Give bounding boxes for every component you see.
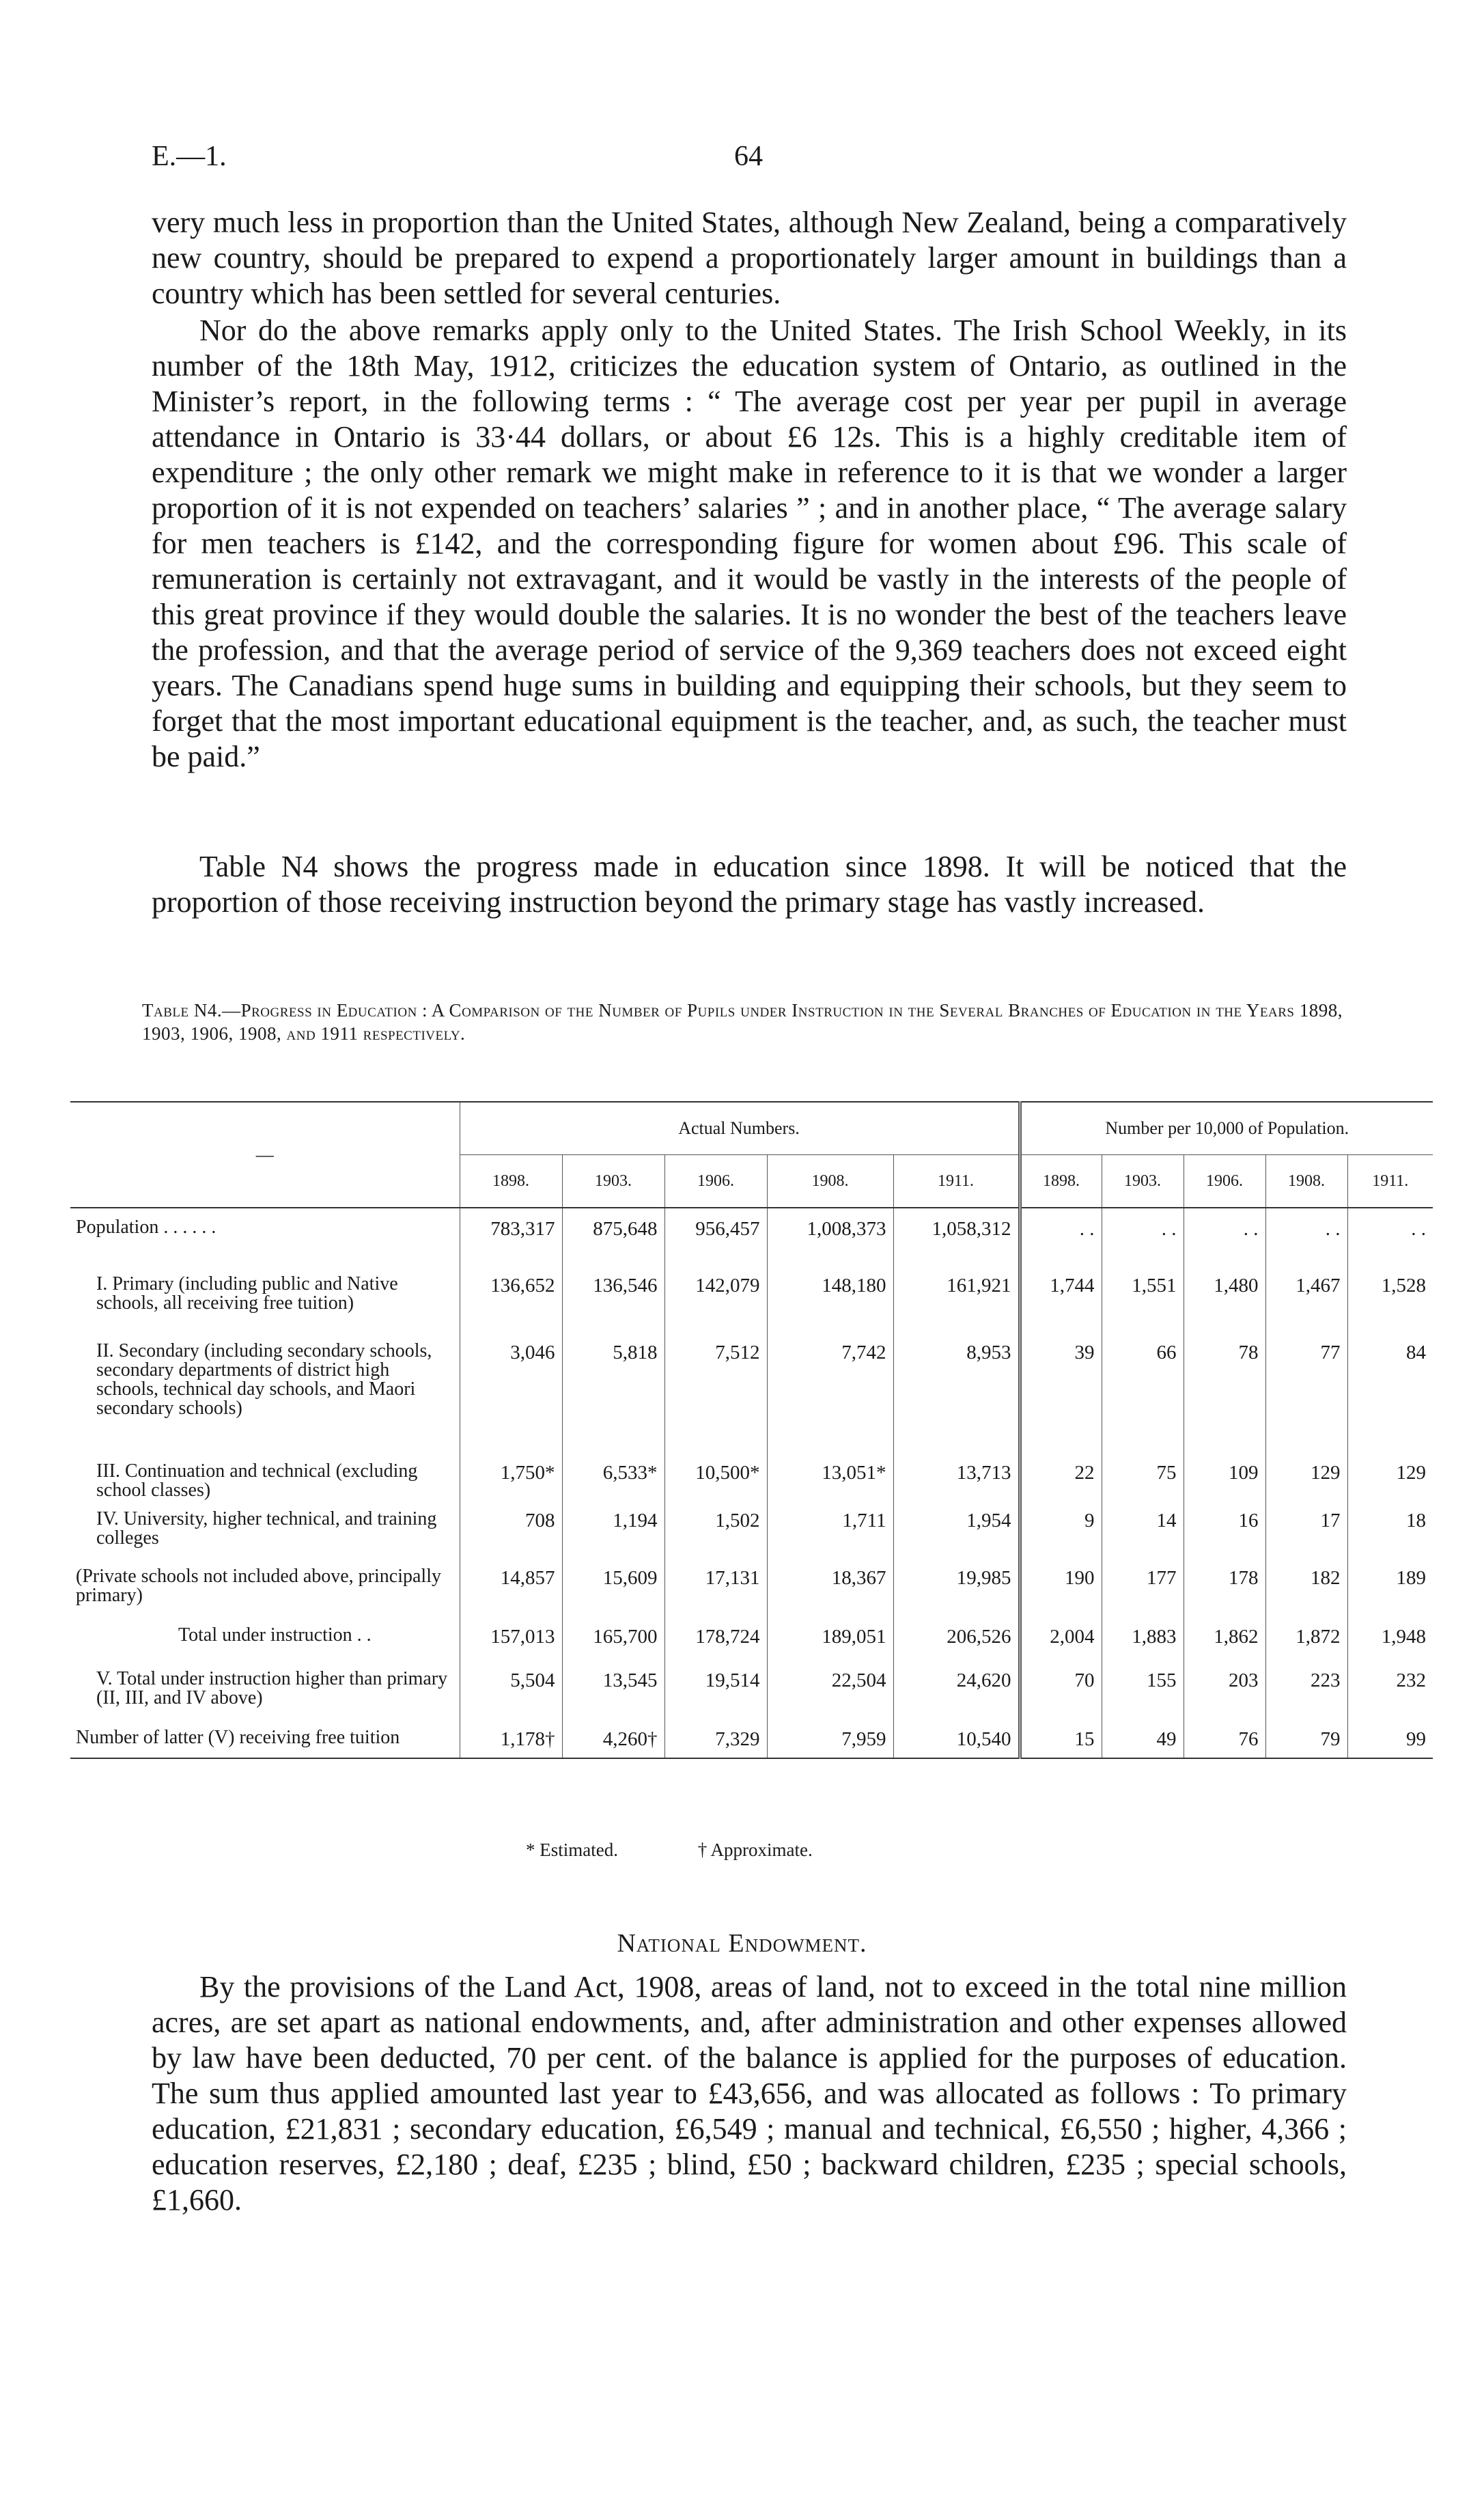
actual-number-cell: 7,512 — [664, 1332, 767, 1452]
year-header: 1906. — [1184, 1155, 1265, 1208]
actual-number-cell: 1,008,373 — [767, 1208, 893, 1265]
per-10000-cell: 78 — [1184, 1332, 1265, 1452]
per-10000-cell: 190 — [1020, 1557, 1102, 1616]
per-10000-cell: 129 — [1265, 1452, 1347, 1500]
table-group-header-row — [70, 1102, 1433, 1155]
row-label: Total under instruction . . — [178, 1624, 372, 1646]
endowment-paragraph-block — [152, 1969, 1347, 2218]
actual-number-cell: 5,504 — [460, 1660, 562, 1719]
per-10000-cell: 66 — [1102, 1332, 1184, 1452]
page-number: 64 — [734, 141, 763, 172]
actual-number-cell: 165,700 — [562, 1616, 664, 1660]
per-10000-cell: 177 — [1102, 1557, 1184, 1616]
actual-number-cell: 19,514 — [664, 1660, 767, 1719]
per-10000-cell: 109 — [1184, 1452, 1265, 1500]
table-row — [70, 1719, 1433, 1758]
actual-number-cell: 5,818 — [562, 1332, 664, 1452]
actual-number-cell: 24,620 — [893, 1660, 1020, 1719]
endowment-paragraph: By the provisions of the Land Act, 1908, areas of land, not to exceed in the total nine million acres, are set apart as national endowments, and, after administration and other expenses allowed by law have been deducted, 70 per cent. of the balance is applied for the purposes of education. The sum thus applied amounted last year to £43,656, and was allocated as follows : To primary education, £21,831 ; secondary education, £6,549 ; manual and technical, £6,550 ; higher, 4,366 ; education reserves, £2,180 ; deaf, £235 ; blind, £50 ; backward children, £235 ; special schools, £1,660. — [152, 1970, 1347, 2217]
actual-number-cell: 783,317 — [460, 1208, 562, 1265]
actual-number-cell: 18,367 — [767, 1557, 893, 1616]
per-10000-cell: 1,862 — [1184, 1616, 1265, 1660]
paragraph-3: Table N4 shows the progress made in education since 1898. It will be noticed that the proportion of those receiving instruction beyond the primary stage has vastly increased. — [152, 850, 1347, 919]
table-row — [70, 1332, 1433, 1452]
per-10000-cell: 232 — [1347, 1660, 1433, 1719]
table-row — [70, 1616, 1433, 1660]
actual-number-cell: 4,260† — [562, 1719, 664, 1758]
actual-number-cell: 136,546 — [562, 1265, 664, 1332]
actual-number-cell: 1,750* — [460, 1452, 562, 1500]
year-header: 1911. — [893, 1155, 1020, 1208]
actual-number-cell: 7,329 — [664, 1719, 767, 1758]
actual-number-cell: 19,985 — [893, 1557, 1020, 1616]
row-label: III. Continuation and technical (excluding school classes) — [96, 1460, 418, 1501]
header-reference: E.—1. — [152, 141, 227, 172]
year-header: 1911. — [1347, 1155, 1433, 1208]
per-10000-cell: 16 — [1184, 1500, 1265, 1557]
table-row — [70, 1265, 1433, 1332]
per-10000-cell: 76 — [1184, 1719, 1265, 1758]
year-header: 1908. — [767, 1155, 893, 1208]
actual-number-cell: 15,609 — [562, 1557, 664, 1616]
table-row — [70, 1452, 1433, 1500]
row-label: Population . . . . . . — [76, 1217, 216, 1238]
per-10000-cell: 182 — [1265, 1557, 1347, 1616]
actual-number-cell: 1,502 — [664, 1500, 767, 1557]
per-10000-cell: 1,948 — [1347, 1616, 1433, 1660]
row-label: IV. University, higher technical, and training colleges — [96, 1508, 437, 1549]
table-row — [70, 1208, 1433, 1265]
per-10000-cell: 75 — [1102, 1452, 1184, 1500]
actual-number-cell: 1,178† — [460, 1719, 562, 1758]
actual-number-cell: 206,526 — [893, 1616, 1020, 1660]
per-10000-cell: 49 — [1102, 1719, 1184, 1758]
row-label: I. Primary (including public and Native schools, all receiving free tuition) — [96, 1273, 398, 1314]
per-10000-cell: 189 — [1347, 1557, 1433, 1616]
actual-numbers-header: Actual Numbers. — [460, 1102, 1020, 1155]
actual-number-cell: 148,180 — [767, 1265, 893, 1332]
table-body — [70, 1208, 1433, 1758]
actual-number-cell: 956,457 — [664, 1208, 767, 1265]
per-10000-cell: 1,480 — [1184, 1265, 1265, 1332]
paragraph-block-2 — [152, 313, 1347, 775]
per-10000-cell: 129 — [1347, 1452, 1433, 1500]
actual-number-cell: 7,742 — [767, 1332, 893, 1452]
per-10000-cell: 1,551 — [1102, 1265, 1184, 1332]
row-label-header: — — [70, 1102, 460, 1208]
table-title-text: Table N4.—Progress in Education : A Comparison of the Number of Pupils under Instruction in the Several Branches of Education in the Years 1898, 1903, 1906, 1908, and 1911 respectively. — [142, 1000, 1343, 1044]
per-10000-cell: 9 — [1020, 1500, 1102, 1557]
actual-number-cell: 708 — [460, 1500, 562, 1557]
actual-number-cell: 10,500* — [664, 1452, 767, 1500]
actual-number-cell: 1,954 — [893, 1500, 1020, 1557]
actual-number-cell: 189,051 — [767, 1616, 893, 1660]
per-10000-cell: 39 — [1020, 1332, 1102, 1452]
per-10000-cell: 155 — [1102, 1660, 1184, 1719]
actual-number-cell: 136,652 — [460, 1265, 562, 1332]
actual-number-cell: 17,131 — [664, 1557, 767, 1616]
actual-number-cell: 157,013 — [460, 1616, 562, 1660]
actual-number-cell: 13,545 — [562, 1660, 664, 1719]
per-10000-cell: 178 — [1184, 1557, 1265, 1616]
actual-number-cell: 1,711 — [767, 1500, 893, 1557]
per-10000-cell: 18 — [1347, 1500, 1433, 1557]
per-10000-cell: 1,872 — [1265, 1616, 1347, 1660]
actual-number-cell: 161,921 — [893, 1265, 1020, 1332]
table-row — [70, 1557, 1433, 1616]
per-10000-cell: 15 — [1020, 1719, 1102, 1758]
per-10000-cell: . . — [1265, 1208, 1347, 1265]
per-10000-cell: 84 — [1347, 1332, 1433, 1452]
row-label: (Private schools not included above, principally primary) — [76, 1566, 441, 1606]
actual-number-cell: 7,959 — [767, 1719, 893, 1758]
year-header: 1898. — [460, 1155, 562, 1208]
per-10000-cell: 99 — [1347, 1719, 1433, 1758]
year-header: 1898. — [1020, 1155, 1102, 1208]
actual-number-cell: 10,540 — [893, 1719, 1020, 1758]
table-footnotes — [526, 1840, 888, 1861]
per-10000-cell: 1,528 — [1347, 1265, 1433, 1332]
per-10000-cell: 17 — [1265, 1500, 1347, 1557]
per-10000-cell: 2,004 — [1020, 1616, 1102, 1660]
actual-number-cell: 14,857 — [460, 1557, 562, 1616]
per-10000-cell: . . — [1184, 1208, 1265, 1265]
actual-number-cell: 3,046 — [460, 1332, 562, 1452]
row-label: Number of latter (V) receiving free tuition — [70, 1719, 460, 1758]
actual-number-cell: 178,724 — [664, 1616, 767, 1660]
per-10000-cell: 223 — [1265, 1660, 1347, 1719]
per-10000-cell: 1,467 — [1265, 1265, 1347, 1332]
table-row — [70, 1500, 1433, 1557]
paragraph-2: Nor do the above remarks apply only to the United States. The Irish School Weekly, in its number of the 18th May, 1912, criticizes the education system of Ontario, as outlined in the Minister’s report, in the following terms : “ The average cost per year per pupil in average attendance in Ontario is 33·44 dollars, or about £6 12s. This is a highly creditable item of expenditure ; the only other remark we might make in reference to it is that we wonder a larger proportion of it is not expended on teachers’ salaries ” ; and in another place, “ The average salary for men teachers is £142, and the corresponding figure for women about £96. This scale of remuneration is certainly not extravagant, and it would be vastly in the interests of the people of this great province if they would double the salaries. It is no wonder the best of the teachers leave the profession, and that the average period of service of the 9,369 teachers does not exceed eight years. The Canadians spend huge sums in building and equipping their schools, but they seem to forget that the most important educational equipment is the teacher, and, as such, the teacher must be paid.” — [152, 314, 1347, 773]
actual-number-cell: 142,079 — [664, 1265, 767, 1332]
per-10000-header: Number per 10,000 of Population. — [1020, 1102, 1433, 1155]
row-label: II. Secondary (including secondary schools, secondary departments of district high schools, technical day schools, and Maori secondary schools) — [96, 1340, 432, 1419]
actual-number-cell: 1,194 — [562, 1500, 664, 1557]
footnote-approximate: † Approximate. — [697, 1840, 813, 1860]
year-header: 1906. — [664, 1155, 767, 1208]
table-title — [142, 999, 1351, 1045]
per-10000-cell: 1,744 — [1020, 1265, 1102, 1332]
actual-number-cell: 1,058,312 — [893, 1208, 1020, 1265]
footnote-estimated: * Estimated. — [526, 1840, 618, 1860]
per-10000-cell: . . — [1020, 1208, 1102, 1265]
per-10000-cell: 203 — [1184, 1660, 1265, 1719]
per-10000-cell: . . — [1102, 1208, 1184, 1265]
year-header: 1903. — [562, 1155, 664, 1208]
table-row — [70, 1660, 1433, 1719]
paragraph-1: very much less in proportion than the United States, although New Zealand, being a comparatively new country, should be prepared to expend a proportionately larger amount in buildings than a country which has been settled for several centuries. — [152, 206, 1347, 310]
paragraph-block-3 — [152, 849, 1347, 920]
actual-number-cell: 13,713 — [893, 1452, 1020, 1500]
per-10000-cell: 70 — [1020, 1660, 1102, 1719]
per-10000-cell: 77 — [1265, 1332, 1347, 1452]
row-label: V. Total under instruction higher than primary (II, III, and IV above) — [96, 1668, 448, 1708]
per-10000-cell: 14 — [1102, 1500, 1184, 1557]
per-10000-cell: 1,883 — [1102, 1616, 1184, 1660]
year-header: 1903. — [1102, 1155, 1184, 1208]
actual-number-cell: 8,953 — [893, 1332, 1020, 1452]
section-heading: National Endowment. — [617, 1929, 867, 1958]
per-10000-cell: 22 — [1020, 1452, 1102, 1500]
per-10000-cell: . . — [1347, 1208, 1433, 1265]
education-progress-table — [70, 1101, 1433, 1759]
actual-number-cell: 13,051* — [767, 1452, 893, 1500]
actual-number-cell: 6,533* — [562, 1452, 664, 1500]
actual-number-cell: 875,648 — [562, 1208, 664, 1265]
per-10000-cell: 79 — [1265, 1719, 1347, 1758]
year-header: 1908. — [1265, 1155, 1347, 1208]
actual-number-cell: 22,504 — [767, 1660, 893, 1719]
paragraph-continuation — [152, 205, 1347, 311]
